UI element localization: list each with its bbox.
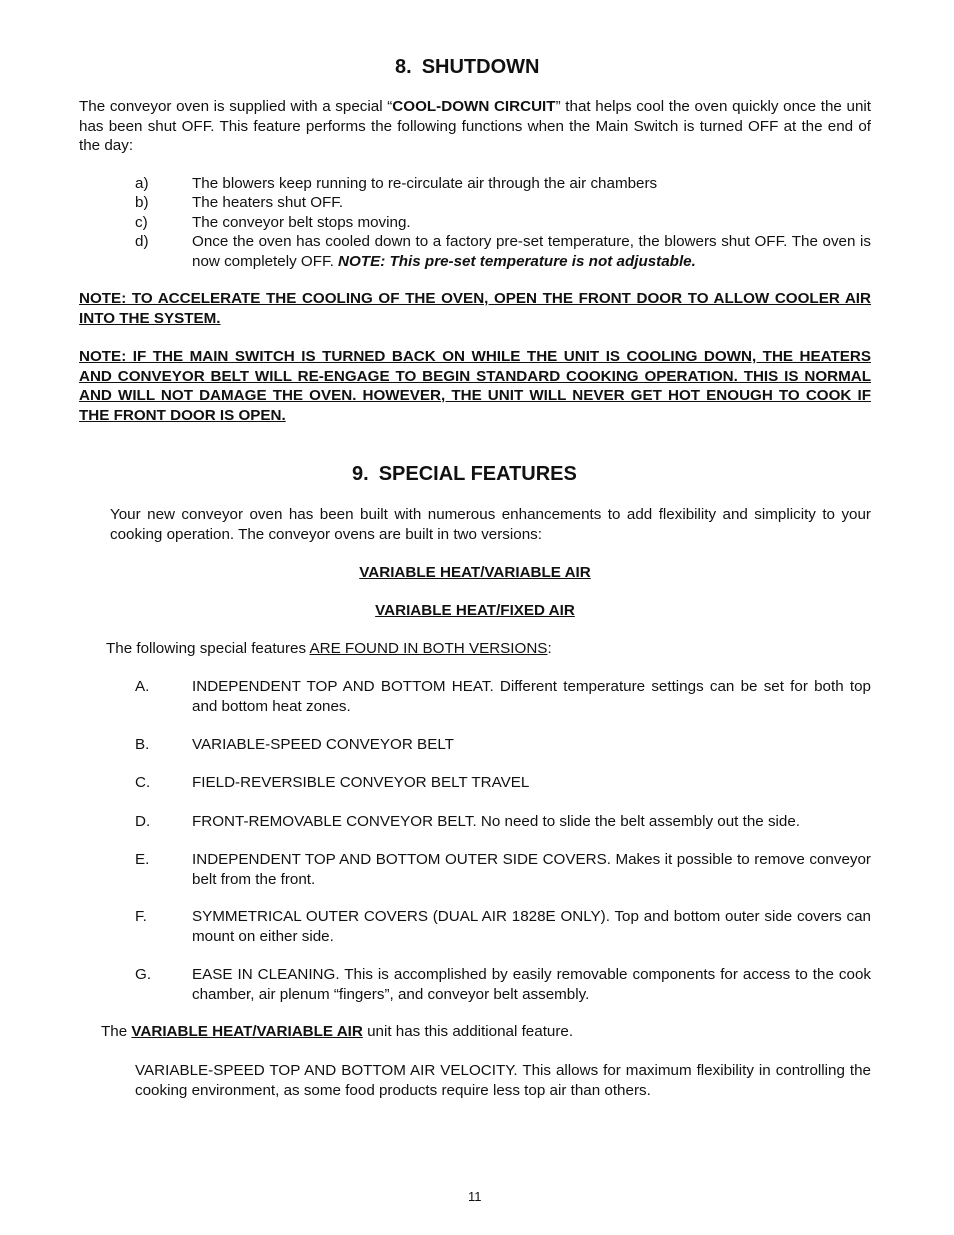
- feature-f-text: SYMMETRICAL OUTER COVERS (DUAL AIR 1828E ONLY). Top and bottom outer side covers can mount on either side.: [192, 908, 871, 945]
- shutdown-item-d-body: Once the oven has cooled down to a factory pre-set temperature, the blowers shut OFF. The oven is now completely OFF.: [192, 233, 871, 270]
- shutdown-intro-post: ” that helps cool the oven quickly once the unit has been shut OFF. This feature performs the following functions when the Main Switch is turned OFF at the end of the day:: [79, 98, 871, 154]
- feature-g-text: EASE IN CLEANING. This is accomplished by easily removable components for access to the cook chamber, air plenum “fingers”, and conveyor belt assembly.: [192, 966, 871, 1003]
- section-8-title: SHUTDOWN: [421, 56, 540, 78]
- cooling-note: NOTE: TO ACCELERATE THE COOLING OF THE OVEN, OPEN THE FRONT DOOR TO ALLOW COOLER AIR INTO THE SYSTEM.: [79, 290, 871, 327]
- features-intro: Your new conveyor oven has been built with numerous enhancements to add flexibility and simplicity to your cooking operation. The conveyor ovens are built in two versions:: [110, 506, 871, 543]
- feature-e-label: E.: [135, 851, 150, 868]
- additional-pre: The: [101, 1023, 132, 1040]
- feature-b-text: VARIABLE-SPEED CONVEYOR BELT: [192, 736, 454, 753]
- additional-post: unit has this additional feature.: [362, 1023, 574, 1040]
- shutdown-item-b-text: The heaters shut OFF.: [192, 194, 344, 211]
- feature-g-label: G.: [135, 966, 152, 983]
- version-variable-air: VARIABLE HEAT/VARIABLE AIR: [359, 564, 591, 581]
- feature-a-label: A.: [135, 678, 150, 695]
- shutdown-item-a-text: The blowers keep running to re-circulate air through the air chambers: [192, 175, 658, 192]
- version-fixed-air: VARIABLE HEAT/FIXED AIR: [375, 602, 575, 619]
- shutdown-item-d-label: d): [135, 233, 149, 250]
- feature-f-label: F.: [135, 908, 147, 925]
- feature-d-text: FRONT-REMOVABLE CONVEYOR BELT. No need to slide the belt assembly out the side.: [192, 813, 801, 830]
- cool-down-circuit-label: COOL-DOWN CIRCUIT: [392, 98, 556, 115]
- feature-c-label: C.: [135, 774, 151, 791]
- both-versions-underlined: ARE FOUND IN BOTH VERSIONS: [309, 640, 548, 657]
- preset-temperature-note: NOTE: This pre-set temperature is not adjustable.: [338, 252, 696, 270]
- both-versions-line: [106, 639, 871, 659]
- section-9-title: SPECIAL FEATURES: [378, 463, 577, 485]
- air-velocity-feature: VARIABLE-SPEED TOP AND BOTTOM AIR VELOCITY. This allows for maximum flexibility in controlling the cooking environment, as some food products require less top air than others.: [135, 1062, 871, 1099]
- feature-a-text: INDEPENDENT TOP AND BOTTOM HEAT. Different temperature settings can be set for both top and bottom heat zones.: [192, 678, 871, 715]
- both-versions-post: :: [547, 640, 552, 657]
- shutdown-item-c-text: The conveyor belt stops moving.: [192, 214, 411, 231]
- additional-feature-line: [101, 1022, 871, 1042]
- section-8-heading: [395, 55, 539, 79]
- both-versions-pre: The following special features: [106, 640, 310, 657]
- shutdown-intro: [79, 97, 871, 156]
- section-9-heading: [352, 462, 577, 486]
- feature-b-label: B.: [135, 736, 150, 753]
- main-switch-note: NOTE: IF THE MAIN SWITCH IS TURNED BACK ON WHILE THE UNIT IS COOLING DOWN, THE HEATERS AND CONVEYOR BELT WILL RE-ENGAGE TO BEGIN STANDARD COOKING OPERATION. THIS IS NORMAL AND WILL NOT DAMAGE THE OVEN. HOWEVER, THE UNIT WILL NEVER GET HOT ENOUGH TO COOK IF THE FRONT DOOR IS OPEN.: [79, 348, 871, 424]
- shutdown-intro-pre: The conveyor oven is supplied with a special “: [79, 98, 393, 115]
- shutdown-item-b-label: b): [135, 194, 149, 211]
- shutdown-item-c-label: c): [135, 214, 148, 231]
- feature-c-text: FIELD-REVERSIBLE CONVEYOR BELT TRAVEL: [192, 774, 530, 791]
- section-8-number: 8.: [395, 56, 412, 78]
- feature-d-label: D.: [135, 813, 151, 830]
- page-number: 11: [468, 1189, 482, 1204]
- feature-e-text: INDEPENDENT TOP AND BOTTOM OUTER SIDE COVERS. Makes it possible to remove conveyor belt from the front.: [192, 851, 871, 888]
- section-9-number: 9.: [352, 463, 369, 485]
- additional-underlined: VARIABLE HEAT/VARIABLE AIR: [131, 1023, 363, 1040]
- shutdown-item-a-label: a): [135, 175, 149, 192]
- shutdown-item-d-text: [192, 232, 871, 271]
